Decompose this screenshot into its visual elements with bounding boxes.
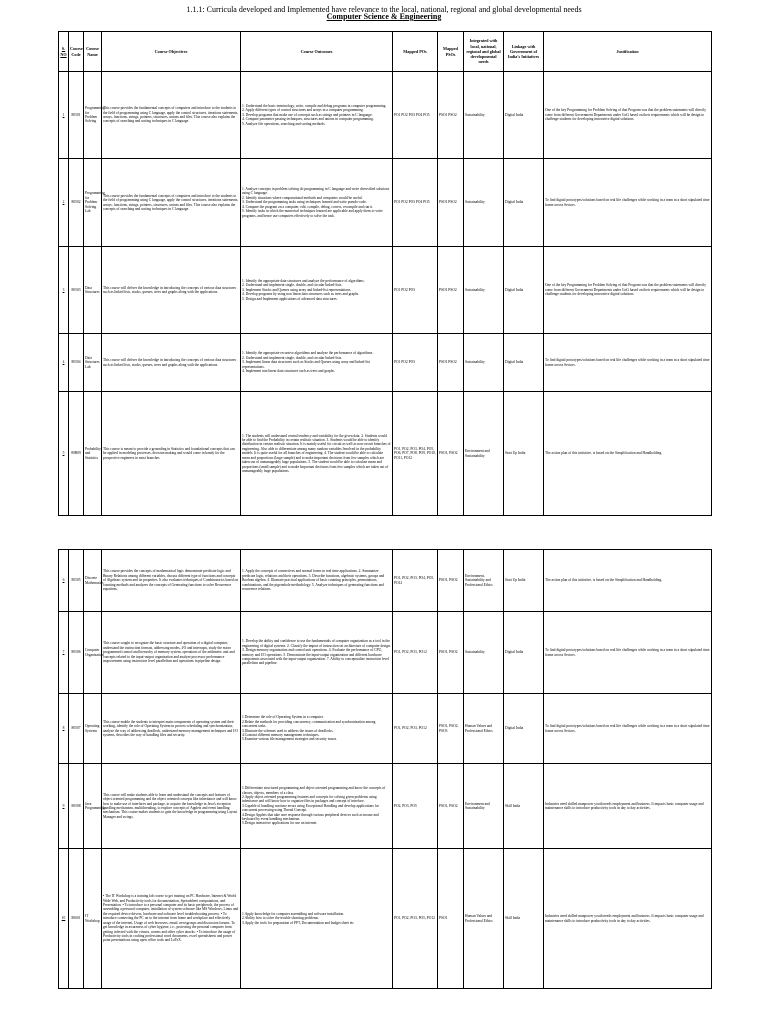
table-row	[59, 247, 712, 334]
row-linkage: Digital India	[504, 159, 544, 247]
row-mapped-pos: PO1, PO2, PO3, PO4, PO5, PO6, PO7, PO8, PO9, PO10, PO11, PO12	[393, 392, 438, 516]
row-objectives: This course sought to recognize the basic structure and operation of a digital computer, understand the instruction formats, addressing modes, I/O and interrupts, study the micro programmed control and hierarchy of memory system, operations of the arithmetic unit and concepts related to the input-output organization and analyze processor performance improvement using instruction level parallelism and operations in pipeline design.	[102, 612, 241, 694]
row-linkage: Digital India	[504, 694, 544, 764]
row-integrated: Environment, Sustainability and Professional Ethics	[464, 550, 504, 612]
table-row	[59, 849, 712, 989]
row-mapped-pos: PO1 PO2 PO3 PO4 PO5	[393, 159, 438, 247]
row-objectives: This course provides the fundamental concepts of computers and introduce to the students to the field of programming using C language, apply the control structures, iterations statements, arrays, functions, strings, pointers, structures, unions and files. This course also explains the concepts of searching and sorting techniques in C language.	[102, 159, 241, 247]
row-objectives: This course will make students able to learn and understand the concepts and features of object oriented programming and the object oriented concepts like inheritance and will know how to make use of interfaces and package, to acquire the knowledge in Java's exception handling mechanism, multithreading, to explore concepts of Applets and event handling mechanism. This course makes students to gain the knowledge in programming using Layout Manager and swings.	[102, 764, 241, 849]
row-mapped-pos: PO1, PO2, PO3, PO12	[393, 694, 438, 764]
row-course-name: Data Structures	[84, 247, 102, 334]
table-row	[59, 159, 712, 247]
row-course-code: 80508	[69, 764, 84, 849]
row-justification: The action plan of this initiative, is based on the Simplification and Handholding.	[544, 392, 712, 516]
row-outcomes: 1.Differentiate structured programming and object oriented programming and know the concepts of classes, objects, members of a class. 2.Apply object oriented programming features and concepts for solving given problems using inheritance and will know how to organize files in packages and concept of interface. 3.Capable of handling run time errors using Exceptional Handling and develop applications for concurrent processing using Thread Concept. 4.Design Applets that take user response through various peripheral devices such as mouse and keyboard by event handling mechanism. 5.Design interactive applications for use on internet.	[241, 764, 393, 849]
row-mapped-pos: PO2, PO3, PO5	[393, 764, 438, 849]
row-objectives: • The IT Workshop is a training lab course to get training on PC Hardware, Internet & World Wide Web, and Productivity tools for documentation, Spreadsheet computations, and Presentation. • To introduce to a personal computer and its basic peripherals, the process of assembling a personal computer, installation of system software like MS Windows, Linux and the required device drivers, hardware and software level troubleshooting process. • To introduce connecting the PC on to the internet from home and workplace and effectively usage of the internet, Usage of web browsers, email, newsgroups and discussion forums. To get knowledge in awareness of cyber hygiene, i.e., protecting the personal computer from getting infected with the viruses, worms and other cyber attacks. • To introduce the usage of Productivity tools in crafting professional word documents, excel spreadsheets and power point presentations using open office tools and LaTeX.	[102, 849, 241, 989]
table-row	[59, 72, 712, 159]
row-course-code: 80507	[69, 694, 84, 764]
row-course-code: 80502	[69, 159, 84, 247]
row-justification: To find digital prototypes/solutions based on real life challenges while working in a team in a short stipulated time frame across Sectors.	[544, 159, 712, 247]
row-mapped-pos: PO1 PO2 PO3	[393, 334, 438, 392]
curricula-table-part-2	[58, 549, 712, 989]
row-mapped-psos: PSO1, PSO2	[438, 392, 464, 516]
row-outcomes: 1.Determine the role of Operating System in a computer. 2.Relate the methods for providing concurrency, communication and synchronization among concurrent tasks. 3.Illustrate the schemes used to address the issues of deadlocks. 4.Contrast different memory management techniques. 5.Examine various file management strategies and security issues.	[241, 694, 393, 764]
row-objectives: This course is meant to provide a grounding in Statistics and foundational concepts that can be applied in modeling processes, decision making and would come in handy for the prospective engineers in most branches	[102, 392, 241, 516]
row-linkage: Digital India	[504, 612, 544, 694]
row-objectives: This course enable the students to interpret main components of operating system and their working, identify the role of Operating System in process scheduling and synchronization, analyze the way of addressing deadlock, understand memory management techniques and I/O systems, describes the way of handling files and security.	[102, 694, 241, 764]
col-header-linkage: Linkage with Government of India's Initiatives	[504, 32, 544, 72]
row-integrated: Sustainability	[464, 247, 504, 334]
row-mapped-psos: PSO1 PSO2	[438, 72, 464, 159]
row-sno: 2	[59, 159, 69, 247]
row-course-name: Programming for Problem Solving	[84, 72, 102, 159]
table-row	[59, 550, 712, 612]
row-sno: 1	[59, 72, 69, 159]
row-mapped-psos: PSO1 PSO2	[438, 247, 464, 334]
row-course-code: 80601	[69, 849, 84, 989]
row-integrated: Human Values and Professional Ethics	[464, 694, 504, 764]
row-justification: To find digital prototypes/solutions based on real life challenges while working in a team in a short stipulated time frame across Sectors.	[544, 334, 712, 392]
row-sno: 10	[59, 849, 69, 989]
row-linkage: Digital India	[504, 247, 544, 334]
row-sno: 9	[59, 764, 69, 849]
row-mapped-psos: PSO1 PSO2	[438, 159, 464, 247]
table-header-row	[59, 32, 712, 72]
table-body-part-1	[59, 72, 712, 516]
row-outcomes: 1. Identify the appropriate data structures and analyze the performance of algorithms. 2. Understand and implement single, double, and circular linked-lists. 3. Implement Stacks and Queues using array and linked-list representations. 4. Develop programs by using non linear data structures such as trees and graphs. 5. Design and Implement applications of advanced data structures.	[241, 247, 393, 334]
row-outcomes: 1. Analyze concepts in problem solving do programming in C language and write diversified solutions using C language. 2. Identify situations where computational methods and computers would be useful. 3. Understand the programming tasks using techniques learned and write pseudo-code. 4. Compare the program on a computer, edit, compile, debug, correct, recompile and run it. 5. Identify tasks in which the numerical techniques learned are applicable and apply them to write programs, and hence use computers effectively to solve the task.	[241, 159, 393, 247]
row-mapped-psos: PSO1, PSO2	[438, 612, 464, 694]
col-header-objectives: Course Objectives	[102, 32, 241, 72]
row-sno: 7	[59, 612, 69, 694]
row-course-code: 80504	[69, 334, 84, 392]
row-course-code: 80503	[69, 247, 84, 334]
row-course-code: 80B09	[69, 392, 84, 516]
row-course-code: 80505	[69, 550, 84, 612]
row-linkage: Start Up India	[504, 392, 544, 516]
row-objectives: This course provides the concepts of mathematical logic demonstrate predicate logic and Binary Relations among different variables, discuss different type of functions and concepts of Algebraic system and its properties. It also evaluates techniques of Combinatorics based on counting methods and analyzes the concepts of Generating functions to solve Recurrence equations.	[102, 550, 241, 612]
page-title: 1.1.1: Curricula developed and Implemented have relevance to the local, national, regional and global developmental needs	[186, 5, 582, 14]
row-mapped-psos: PSO1 PSO2	[438, 334, 464, 392]
row-mapped-psos: PSO1, PSO2	[438, 764, 464, 849]
row-course-name: Discrete Mathematics	[84, 550, 102, 612]
row-mapped-pos: PO1, PO2, PO3, PO5, PO12	[393, 849, 438, 989]
row-outcomes: 1. Understand the basic terminology, write, compile and debug programs in computer programming. 2. Apply different types of control structures and arrays in a computer programming. 3. Develop programs that make use of concepts such as strings and pointers in C language. 4. Compare parameter passing techniques, structures and unions in computer programming. 5. Analyze file operations, searching and sorting methods.	[241, 72, 393, 159]
row-integrated: Environment and Sustainability	[464, 764, 504, 849]
row-mapped-pos: PO1 PO2 PO3 PO4 PO5	[393, 72, 438, 159]
row-course-name: Operating Systems	[84, 694, 102, 764]
table-row	[59, 694, 712, 764]
row-sno: 8	[59, 694, 69, 764]
row-course-name: IT Workshop	[84, 849, 102, 989]
col-header-course-name: Course Name	[84, 32, 102, 72]
row-justification: Industries need skilled manpower youth needs employment and business. It impacts basic computer usage and maintenance skills to introduce productivity tools in day to day activities.	[544, 849, 712, 989]
row-mapped-psos: PSO1, PSO2	[438, 550, 464, 612]
row-justification: To find digital prototypes/solutions based on real life challenges while working in a team in a short stipulated time frame across Sectors.	[544, 612, 712, 694]
table-row	[59, 764, 712, 849]
row-justification: To find digital prototypes/solutions based on real life challenges while working in a team in a short stipulated time frame across Sectors.	[544, 694, 712, 764]
row-sno: 3	[59, 247, 69, 334]
curricula-table-part-1	[58, 31, 712, 516]
row-outcomes: 1. The students will understand central tendency and variability for the given data. 2. Students would be able to find the Probability in certain realistic situation. 3. Students would be able to identify distribution in certain realistic situation. It is mainly useful for circuit as well as non-circuit branches of engineering. Also able to differentiate among many random variables Involved in the probability models. It is quite useful for all branches of engineering. 4. The student would be able to calculate mean and proportions (large sample) and to make important decisions from few samples which are taken out of unmanageably huge populations. 5. The student would be able to calculate mean and proportions (small sample) and to make Important decisions from few samples which are taken out of unmanageably huge populations.	[241, 392, 393, 516]
row-course-name: Probability and Statistics	[84, 392, 102, 516]
row-sno: 6	[59, 550, 69, 612]
table-row	[59, 392, 712, 516]
row-objectives: This course will deliver the knowledge in introducing the concepts of various data structures such as linked lists, stacks, queues, trees and graphs along with the applications.	[102, 247, 241, 334]
row-course-code: 80501	[69, 72, 84, 159]
row-course-code: 80506	[69, 612, 84, 694]
row-integrated: Human Values and Professional Ethics	[464, 849, 504, 989]
col-header-integrated: Integrated with local, national, regional and global developmental needs	[464, 32, 504, 72]
row-linkage: Start Up India	[504, 550, 544, 612]
row-justification: The action plan of this initiative, is based on the Simplification and Handholding.	[544, 550, 712, 612]
table-body-part-2	[59, 550, 712, 989]
department-title: Computer Science & Engineering	[326, 12, 442, 21]
row-justification: One of the key Programming for Problem Solving of that Program was that the problem statements will directly come from different Government Departments under GoG based on their requirements which will be design to challenge students for developing innovative digital solutions.	[544, 72, 712, 159]
row-objectives: This course will deliver the knowledge in introducing the concepts of various data structures such as linked lists, stacks, queues, trees and graphs along with the applications.	[102, 334, 241, 392]
row-course-name: Data Structures Lab	[84, 334, 102, 392]
row-integrated: Environment and Sustainability	[464, 392, 504, 516]
row-objectives: This course provides the fundamental concepts of computers and introduce to the students to the field of programming using C language, apply the control structures, iterations statements, arrays, functions, strings, pointers, structures, unions and files. This course also explains the concepts of searching and sorting techniques in C language.	[102, 72, 241, 159]
col-header-mapped-pos: Mapped POs	[393, 32, 438, 72]
row-mapped-psos: PSO1, PSO2, PSO3	[438, 694, 464, 764]
row-course-name: Java Programming	[84, 764, 102, 849]
col-header-sno: S. NO	[59, 32, 69, 72]
row-linkage: Skill India	[504, 849, 544, 989]
row-course-name: Programming for Problem Solving Lab	[84, 159, 102, 247]
col-header-course-code: Course Code	[69, 32, 84, 72]
row-integrated: Sustainability	[464, 159, 504, 247]
row-linkage: Skill India	[504, 764, 544, 849]
row-justification: One of the key Programming for Problem Solving of that Program was that the problem statements will directly come from different Government Departments under GoG based on their requirements which will be design to challenge students for developing innovative digital solutions.	[544, 247, 712, 334]
row-sno: 5	[59, 392, 69, 516]
row-outcomes: 1. Apply the concepts of connectives and normal forms in real time applications. 2. Summarize predicate logic, relations and their operations. 3. Describe functions, algebraic systems, groups and Boolean algebra. 4. Illustrate practical applications of basic counting principles, permutations, combinations, and the pigeonhole methodology. 5. Analyze techniques of generating functions and recurrence relations.	[241, 550, 393, 612]
row-mapped-pos: PO1, PO2, PO3, PO12	[393, 612, 438, 694]
row-outcomes: 1. Identify the appropriate recursive algorithms and analyze the performance of algorithms. 2. Understand and implement single, double, and circular linked-lists. 3. Implement linear data structures such as Stacks and Queues using array and linked-list representations. 4. Implement non linear data structures such as trees and graphs.	[241, 334, 393, 392]
row-integrated: Sustainability	[464, 72, 504, 159]
row-mapped-pos: PO1 PO2 PO3	[393, 247, 438, 334]
row-integrated: Sustainability	[464, 612, 504, 694]
row-mapped-psos: PSO1	[438, 849, 464, 989]
col-header-mapped-psos: Mapped PSOs	[438, 32, 464, 72]
table-row	[59, 334, 712, 392]
row-course-name: Computer Organization	[84, 612, 102, 694]
row-linkage: Digital India	[504, 72, 544, 159]
table-row	[59, 612, 712, 694]
col-header-outcomes: Course Outcomes	[241, 32, 393, 72]
row-outcomes: 1. Develop the ability and confidence to use the fundamentals of computer organization as a tool in the engineering of digital systems. 2. Classify the impact of instruction set architecture of computer design. 3. Design memory organization and control unit operations. 4. Evaluate the performance of CPU, memory and I/O operations. 5. Demonstrate the input-output organization and different hardware components associated with the input-output organization. 7. Ability to conceptualize instruction level parallelism and pipeline.	[241, 612, 393, 694]
row-outcomes: 1.Apply knowledge for computer assembling and software installation. 2.Ability how to solve the trouble shooting problems. 3.Apply the tools for preparation of PPT, Documentation and budget sheet etc	[241, 849, 393, 989]
row-justification: Industries need skilled manpower youth needs employment and business. It impacts basic computer usage and maintenance skills to introduce productivity tools in day to day activities.	[544, 764, 712, 849]
row-sno: 4	[59, 334, 69, 392]
row-integrated: Sustainability	[464, 334, 504, 392]
row-linkage: Digital India	[504, 334, 544, 392]
row-mapped-pos: PO1, PO2, PO3, PO4, PO5, PO12	[393, 550, 438, 612]
col-header-justification: Justification	[544, 32, 712, 72]
